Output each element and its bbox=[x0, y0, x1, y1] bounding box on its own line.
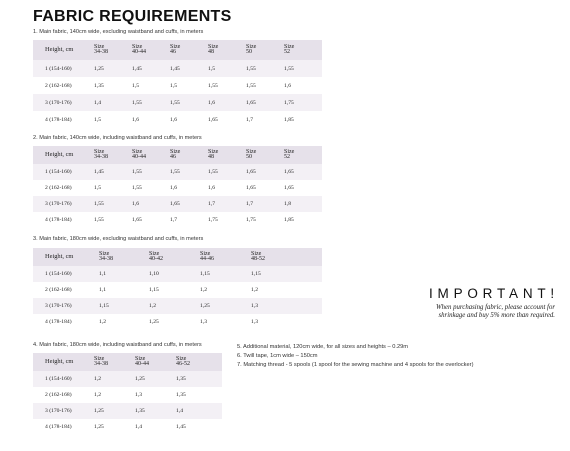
size-header: Size 34-38 bbox=[94, 43, 108, 55]
height-cell: 2 (162-168) bbox=[45, 287, 72, 293]
value-cell: 1,55 bbox=[208, 82, 218, 89]
note-item: 6. Twill tape, 1cm wide – 150cm bbox=[237, 353, 318, 359]
table-row bbox=[33, 419, 222, 435]
size-header: Size 46 bbox=[170, 148, 181, 160]
value-cell: 1,6 bbox=[208, 99, 215, 106]
height-cell: 1 (154-160) bbox=[45, 169, 72, 175]
size-header: Size 34-38 bbox=[94, 355, 108, 367]
value-cell: 1,75 bbox=[208, 217, 218, 223]
value-cell: 1,6 bbox=[132, 116, 139, 123]
value-cell: 1,35 bbox=[94, 82, 104, 89]
value-cell: 1,7 bbox=[246, 116, 253, 123]
height-cell: 4 (178-184) bbox=[45, 319, 72, 325]
size-header: Size 46 bbox=[170, 43, 181, 55]
value-cell: 1,4 bbox=[94, 99, 101, 106]
value-cell: 1,75 bbox=[284, 99, 294, 106]
value-cell: 1,5 bbox=[94, 116, 101, 123]
page-title: FABRIC REQUIREMENTS bbox=[33, 8, 232, 25]
value-cell: 1,85 bbox=[284, 217, 294, 223]
value-cell: 1,6 bbox=[170, 116, 177, 123]
value-cell: 1,65 bbox=[246, 99, 256, 106]
value-cell: 1,7 bbox=[208, 201, 215, 207]
value-cell: 1,45 bbox=[94, 169, 104, 175]
value-cell: 1,55 bbox=[94, 217, 104, 223]
table-row bbox=[33, 196, 322, 212]
height-column-header: Height, cm bbox=[45, 151, 74, 159]
value-cell: 1,4 bbox=[135, 424, 142, 430]
size-header: Size 44-46 bbox=[200, 250, 214, 262]
note-item: 5. Additional material, 120cm wide, for all sizes and heights – 0.29m bbox=[237, 344, 409, 350]
value-cell: 1,2 bbox=[200, 287, 207, 293]
height-column-header: Height, cm bbox=[45, 358, 74, 366]
table-row bbox=[33, 212, 322, 228]
value-cell: 1,65 bbox=[170, 201, 180, 207]
value-cell: 1,55 bbox=[132, 99, 142, 106]
table-header-row bbox=[33, 353, 222, 371]
important-note-line: When purchasing fabric, please account for bbox=[435, 304, 555, 311]
value-cell: 1,15 bbox=[200, 271, 210, 277]
table-row bbox=[33, 282, 322, 298]
value-cell: 1,25 bbox=[149, 319, 159, 325]
table-row bbox=[33, 371, 222, 387]
table-header-row bbox=[33, 248, 322, 266]
value-cell: 1,6 bbox=[208, 185, 215, 191]
height-cell: 3 (170-176) bbox=[45, 408, 72, 414]
section-1-caption: 1. Main fabric, 140cm wide, excluding waistband and cuffs, in meters bbox=[33, 29, 204, 35]
value-cell: 1,45 bbox=[176, 424, 186, 430]
section-2-caption: 2. Main fabric, 140cm wide, including waistband and cuffs, in meters bbox=[33, 135, 202, 141]
height-cell: 3 (170-176) bbox=[45, 99, 72, 106]
table-row bbox=[33, 60, 322, 77]
table-row bbox=[33, 387, 222, 403]
value-cell: 1,25 bbox=[94, 424, 104, 430]
table-header-row bbox=[33, 40, 322, 60]
value-cell: 1,35 bbox=[176, 392, 186, 398]
value-cell: 1,25 bbox=[135, 376, 145, 382]
value-cell: 1,45 bbox=[132, 65, 142, 72]
value-cell: 1,2 bbox=[99, 319, 106, 325]
table-row bbox=[33, 403, 222, 419]
value-cell: 1,25 bbox=[200, 303, 210, 309]
value-cell: 1,5 bbox=[132, 82, 139, 89]
value-cell: 1,55 bbox=[246, 82, 256, 89]
value-cell: 1,65 bbox=[284, 185, 294, 191]
size-header: Size 48 bbox=[208, 148, 219, 160]
height-cell: 4 (178-184) bbox=[45, 217, 72, 223]
value-cell: 1,1 bbox=[99, 287, 106, 293]
table-header-row bbox=[33, 146, 322, 164]
size-header: Size 40-44 bbox=[132, 43, 146, 55]
height-cell: 3 (170-176) bbox=[45, 303, 72, 309]
height-cell: 1 (154-160) bbox=[45, 271, 72, 277]
height-column-header: Height, cm bbox=[45, 46, 74, 54]
table-row bbox=[33, 180, 322, 196]
table-row bbox=[33, 111, 322, 128]
value-cell: 1,35 bbox=[135, 408, 145, 414]
size-header: Size 52 bbox=[284, 43, 295, 55]
height-cell: 1 (154-160) bbox=[45, 65, 72, 72]
table-row bbox=[33, 77, 322, 94]
value-cell: 1,3 bbox=[200, 319, 207, 325]
important-note-line: shrinkage and buy 5% more than required. bbox=[438, 312, 555, 319]
value-cell: 1,55 bbox=[246, 65, 256, 72]
value-cell: 1,2 bbox=[94, 376, 101, 382]
table-row bbox=[33, 164, 322, 180]
value-cell: 1,6 bbox=[284, 82, 291, 89]
important-note bbox=[385, 304, 555, 320]
fabric-table-3 bbox=[33, 248, 322, 330]
value-cell: 1,25 bbox=[94, 408, 104, 414]
value-cell: 1,3 bbox=[251, 303, 258, 309]
value-cell: 1,2 bbox=[149, 303, 156, 309]
value-cell: 1,55 bbox=[170, 169, 180, 175]
value-cell: 1,75 bbox=[246, 217, 256, 223]
size-header: Size 34-38 bbox=[99, 250, 113, 262]
height-cell: 1 (154-160) bbox=[45, 376, 72, 382]
value-cell: 1,15 bbox=[149, 287, 159, 293]
value-cell: 1,1 bbox=[99, 271, 106, 277]
additional-notes bbox=[237, 343, 473, 370]
value-cell: 1,6 bbox=[132, 201, 139, 207]
value-cell: 1,7 bbox=[246, 201, 253, 207]
size-header: Size 52 bbox=[284, 148, 295, 160]
value-cell: 1,65 bbox=[208, 116, 218, 123]
height-cell: 3 (170-176) bbox=[45, 201, 72, 207]
value-cell: 1,6 bbox=[170, 185, 177, 191]
fabric-table-4 bbox=[33, 353, 222, 435]
height-cell: 4 (178-184) bbox=[45, 116, 72, 123]
table-row bbox=[33, 266, 322, 282]
value-cell: 1,7 bbox=[170, 217, 177, 223]
section-4-caption: 4. Main fabric, 180cm wide, including waistband and cuffs, in meters bbox=[33, 342, 202, 348]
value-cell: 1,55 bbox=[208, 169, 218, 175]
size-header: Size 50 bbox=[246, 43, 257, 55]
size-header: Size 48 bbox=[208, 43, 219, 55]
value-cell: 1,45 bbox=[170, 65, 180, 72]
value-cell: 1,55 bbox=[170, 99, 180, 106]
size-header: Size 40-44 bbox=[135, 355, 149, 367]
value-cell: 1,2 bbox=[251, 287, 258, 293]
value-cell: 1,35 bbox=[176, 376, 186, 382]
value-cell: 1,25 bbox=[94, 65, 104, 72]
note-item: 7. Matching thread - 5 spools (1 spool for the sewing machine and 4 spools for the overlocker) bbox=[237, 362, 474, 368]
height-cell: 4 (178-184) bbox=[45, 424, 72, 430]
size-header: Size 46-52 bbox=[176, 355, 190, 367]
height-column-header: Height, cm bbox=[45, 253, 74, 261]
value-cell: 1,55 bbox=[284, 65, 294, 72]
value-cell: 1,3 bbox=[135, 392, 142, 398]
table-row bbox=[33, 314, 322, 330]
value-cell: 1,5 bbox=[170, 82, 177, 89]
height-cell: 2 (162-168) bbox=[45, 185, 72, 191]
fabric-table-1 bbox=[33, 40, 322, 128]
size-header: Size 50 bbox=[246, 148, 257, 160]
value-cell: 1,3 bbox=[251, 319, 258, 325]
value-cell: 1,55 bbox=[94, 201, 104, 207]
size-header: Size 48-52 bbox=[251, 250, 265, 262]
value-cell: 1,85 bbox=[284, 116, 294, 123]
height-cell: 2 (162-168) bbox=[45, 392, 72, 398]
value-cell: 1,5 bbox=[208, 65, 215, 72]
value-cell: 1,15 bbox=[251, 271, 261, 277]
value-cell: 1,2 bbox=[94, 392, 101, 398]
value-cell: 1,65 bbox=[246, 169, 256, 175]
value-cell: 1,4 bbox=[176, 408, 183, 414]
table-row bbox=[33, 94, 322, 111]
fabric-table-2 bbox=[33, 146, 322, 228]
value-cell: 1,8 bbox=[284, 201, 291, 207]
value-cell: 1,55 bbox=[132, 169, 142, 175]
value-cell: 1,65 bbox=[132, 217, 142, 223]
section-3-caption: 3. Main fabric, 180cm wide, excluding waistband and cuffs, in meters bbox=[33, 236, 204, 242]
value-cell: 1,10 bbox=[149, 271, 159, 277]
value-cell: 1,5 bbox=[94, 185, 101, 191]
important-heading: IMPORTANT! bbox=[428, 286, 559, 301]
value-cell: 1,15 bbox=[99, 303, 109, 309]
size-header: Size 40-44 bbox=[132, 148, 146, 160]
important-notice bbox=[385, 286, 559, 320]
value-cell: 1,65 bbox=[246, 185, 256, 191]
size-header: Size 40-42 bbox=[149, 250, 163, 262]
height-cell: 2 (162-168) bbox=[45, 82, 72, 89]
value-cell: 1,55 bbox=[132, 185, 142, 191]
value-cell: 1,65 bbox=[284, 169, 294, 175]
table-row bbox=[33, 298, 322, 314]
size-header: Size 34-38 bbox=[94, 148, 108, 160]
